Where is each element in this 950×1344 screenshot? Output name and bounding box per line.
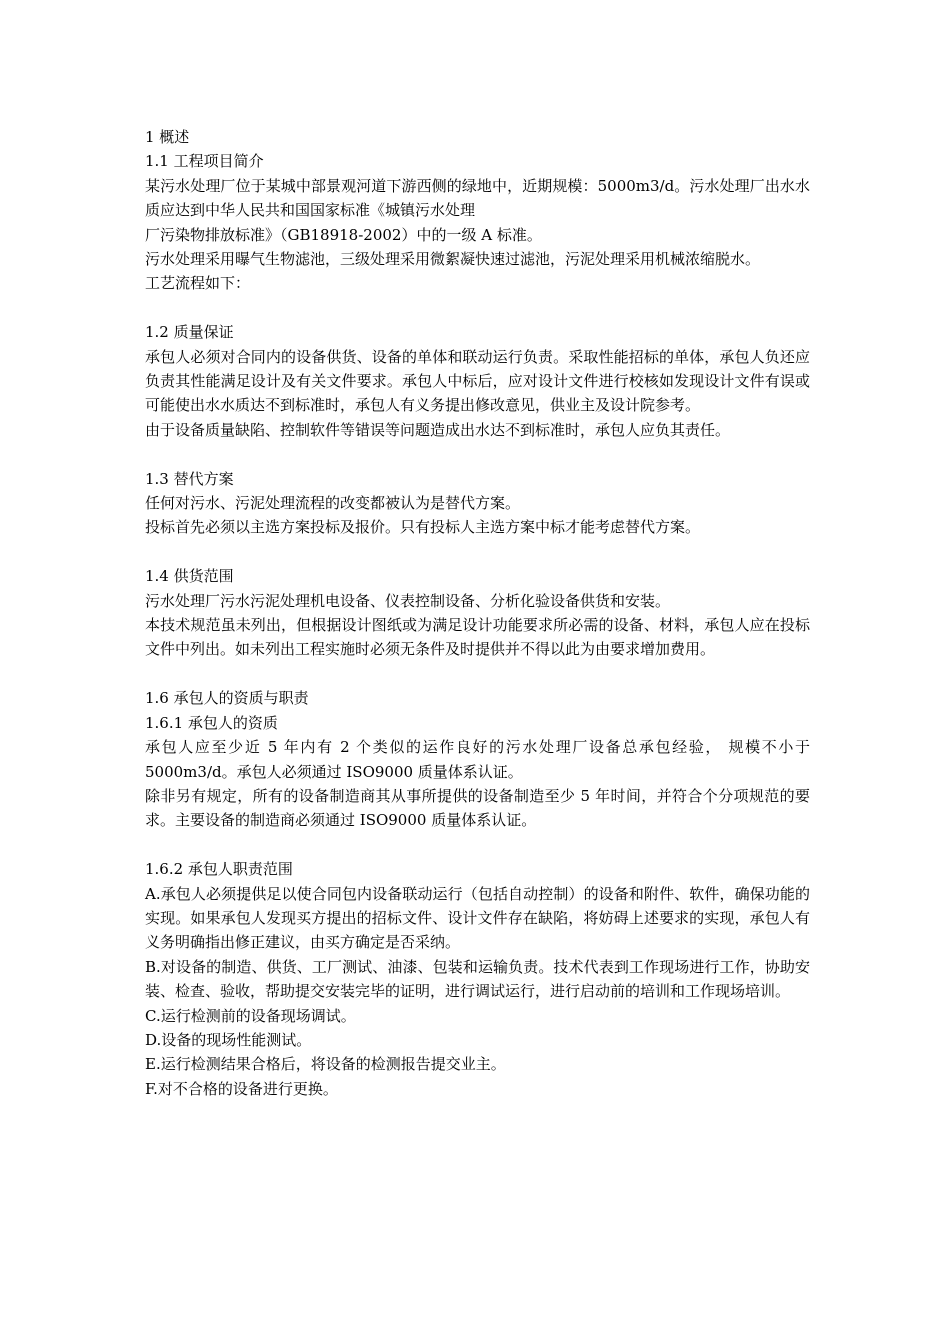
responsibility-item-c: C.运行检测前的设备现场调试。 (145, 1006, 356, 1025)
blank-line (145, 442, 810, 466)
section-1-2-paragraph-2: 由于设备质量缺陷、控制软件等错误等问题造成出水达不到标准时，承包人应负其责任。 (145, 420, 731, 439)
section-1-6-1-paragraph-1: 承包人应至少近 5 年内有 2 个类似的运作良好的污水处理厂设备总承包经验， 规模不小于 5000m3/d。承包人必须通过 ISO9000 质量体系认证。 (145, 738, 810, 781)
section-1-2-title: 1.2 质量保证 (145, 323, 234, 342)
section-1-2-paragraph-1: 承包人必须对合同内的设备供货、设备的单体和联动运行负责。采取性能招标的单体，承包人负还应负责其性能满足设计及有关文件要求。承包人中标后，应对设计文件进行校核如发现设计文件有误或可能使出水水质达不到标准时，承包人有义务提出修改意见，供业主及设计院参考。 (145, 347, 810, 415)
section-1-3-paragraph-1: 任何对污水、污泥处理流程的改变都被认为是替代方案。 (145, 494, 521, 513)
section-1-6-1-title: 1.6.1 承包人的资质 (145, 713, 278, 732)
responsibility-item-b: B.对设备的制造、供货、工厂测试、油漆、包装和运输负责。技术代表到工作现场进行工作，协助安装、检查、验收，帮助提交安装完毕的证明，进行调试运行，进行启动前的培训和工作现场培训。 (145, 957, 810, 1001)
section-1-1-paragraph-2: 污水处理采用曝气生物滤池，三级处理采用微絮凝快速过滤池，污泥处理采用机械浓缩脱水。 (145, 250, 761, 269)
blank-line (145, 833, 810, 857)
section-1-4-paragraph-1: 污水处理厂污水污泥处理机电设备、仪表控制设备、分析化验设备供货和安装。 (145, 591, 671, 610)
section-1-4-paragraph-2: 本技术规范虽未列出，但根据设计图纸或为满足设计功能要求所必需的设备、材料，承包人应在投标文件中列出。如未列出工程实施时必须无条件及时提供并不得以此为由要求增加费用。 (145, 616, 810, 659)
section-1-1-paragraph-1-continued: 厂污染物排放标准》（GB18918-2002）中的一级 A 标准。 (145, 225, 542, 244)
blank-line (145, 296, 810, 320)
section-1-3-paragraph-2: 投标首先必须以主选方案投标及报价。只有投标人主选方案中标才能考虑替代方案。 (145, 518, 701, 537)
section-1-1-paragraph-3: 工艺流程如下： (145, 274, 251, 293)
section-1-4-title: 1.4 供货范围 (145, 567, 234, 586)
section-1-1-paragraph-1: 某污水处理厂位于某城中部景观河道下游西侧的绿地中，近期规模：5000m3/d。污水处理厂出水水质应达到中华人民共和国国家标准《城镇污水处理 (145, 176, 810, 220)
blank-line (145, 540, 810, 564)
section-1-6-1-paragraph-2: 除非另有规定，所有的设备制造商其从事所提供的设备制造至少 5 年时间，并符合个分项规范的要求。主要设备的制造商必须通过 ISO9000 质量体系认证。 (145, 786, 810, 830)
responsibility-item-a: A.承包人必须提供足以使合同包内设备联动运行（包括自动控制）的设备和附件、软件，确保功能的实现。如果承包人发现买方提出的招标文件、设计文件存在缺陷，将妨碍上述要求的实现，承包人有义务明确指出修正建议，由买方确定是否采纳。 (145, 884, 810, 952)
responsibility-item-e: E.运行检测结果合格后，将设备的检测报告提交业主。 (145, 1055, 506, 1074)
document-page (145, 125, 810, 1101)
section-1-title: 1 概述 (145, 128, 190, 146)
section-1-3-title: 1.3 替代方案 (145, 469, 234, 488)
section-1-1-title: 1.1 工程项目简介 (145, 152, 264, 171)
blank-line (145, 662, 810, 686)
section-1-6-2-title: 1.6.2 承包人职责范围 (145, 860, 293, 879)
responsibility-item-f: F.对不合格的设备进行更换。 (145, 1079, 338, 1098)
responsibility-item-d: D.设备的现场性能测试。 (145, 1030, 312, 1049)
section-1-6-title: 1.6 承包人的资质与职责 (145, 689, 309, 708)
